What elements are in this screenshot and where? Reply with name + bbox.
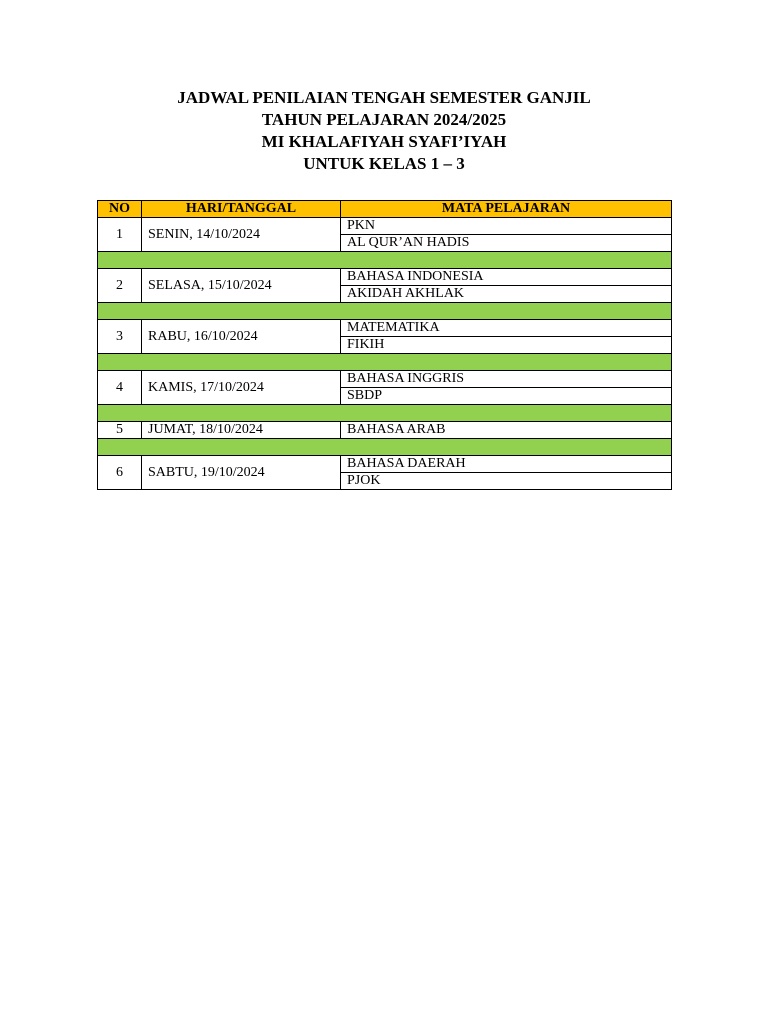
header-no: NO: [98, 201, 142, 218]
row-subject: SBDP: [341, 388, 672, 405]
row-subject: BAHASA ARAB: [341, 422, 672, 439]
row-number: 2: [98, 269, 142, 303]
separator-row: [98, 405, 672, 422]
table-row: [98, 456, 672, 473]
table-row: [98, 320, 672, 337]
title-line-2: TAHUN PELAJARAN 2024/2025: [261, 110, 507, 129]
row-subject: PJOK: [341, 473, 672, 490]
table-header-row: [98, 201, 672, 218]
row-subject: AKIDAH AKHLAK: [341, 286, 672, 303]
row-number: 4: [98, 371, 142, 405]
row-subject: BAHASA INDONESIA: [341, 269, 672, 286]
row-subject: MATEMATIKA: [341, 320, 672, 337]
row-day: KAMIS, 17/10/2024: [142, 371, 341, 405]
row-number: 6: [98, 456, 142, 490]
table-row: [98, 371, 672, 388]
row-number: 3: [98, 320, 142, 354]
row-subject: BAHASA DAERAH: [341, 456, 672, 473]
row-day: JUMAT, 18/10/2024: [142, 422, 341, 439]
separator-row: [98, 303, 672, 320]
row-day: SENIN, 14/10/2024: [142, 218, 341, 252]
title-line-4: UNTUK KELAS 1 – 3: [303, 154, 465, 173]
separator-row: [98, 439, 672, 456]
document-title: [0, 87, 768, 175]
table-row: [98, 269, 672, 286]
row-day: RABU, 16/10/2024: [142, 320, 341, 354]
row-number: 5: [98, 422, 142, 439]
header-subject: MATA PELAJARAN: [341, 201, 672, 218]
row-day: SABTU, 19/10/2024: [142, 456, 341, 490]
row-subject: BAHASA INGGRIS: [341, 371, 672, 388]
table-row: [98, 422, 672, 439]
header-day: HARI/TANGGAL: [142, 201, 341, 218]
separator-row: [98, 354, 672, 371]
row-subject: AL QUR’AN HADIS: [341, 235, 672, 252]
row-number: 1: [98, 218, 142, 252]
row-subject: FIKIH: [341, 337, 672, 354]
row-subject: PKN: [341, 218, 672, 235]
separator-row: [98, 252, 672, 269]
table-row: [98, 218, 672, 235]
title-line-3: MI KHALAFIYAH SYAFI’IYAH: [261, 132, 507, 151]
title-line-1: JADWAL PENILAIAN TENGAH SEMESTER GANJIL: [177, 88, 591, 107]
row-day: SELASA, 15/10/2024: [142, 269, 341, 303]
schedule-table: [97, 200, 672, 490]
